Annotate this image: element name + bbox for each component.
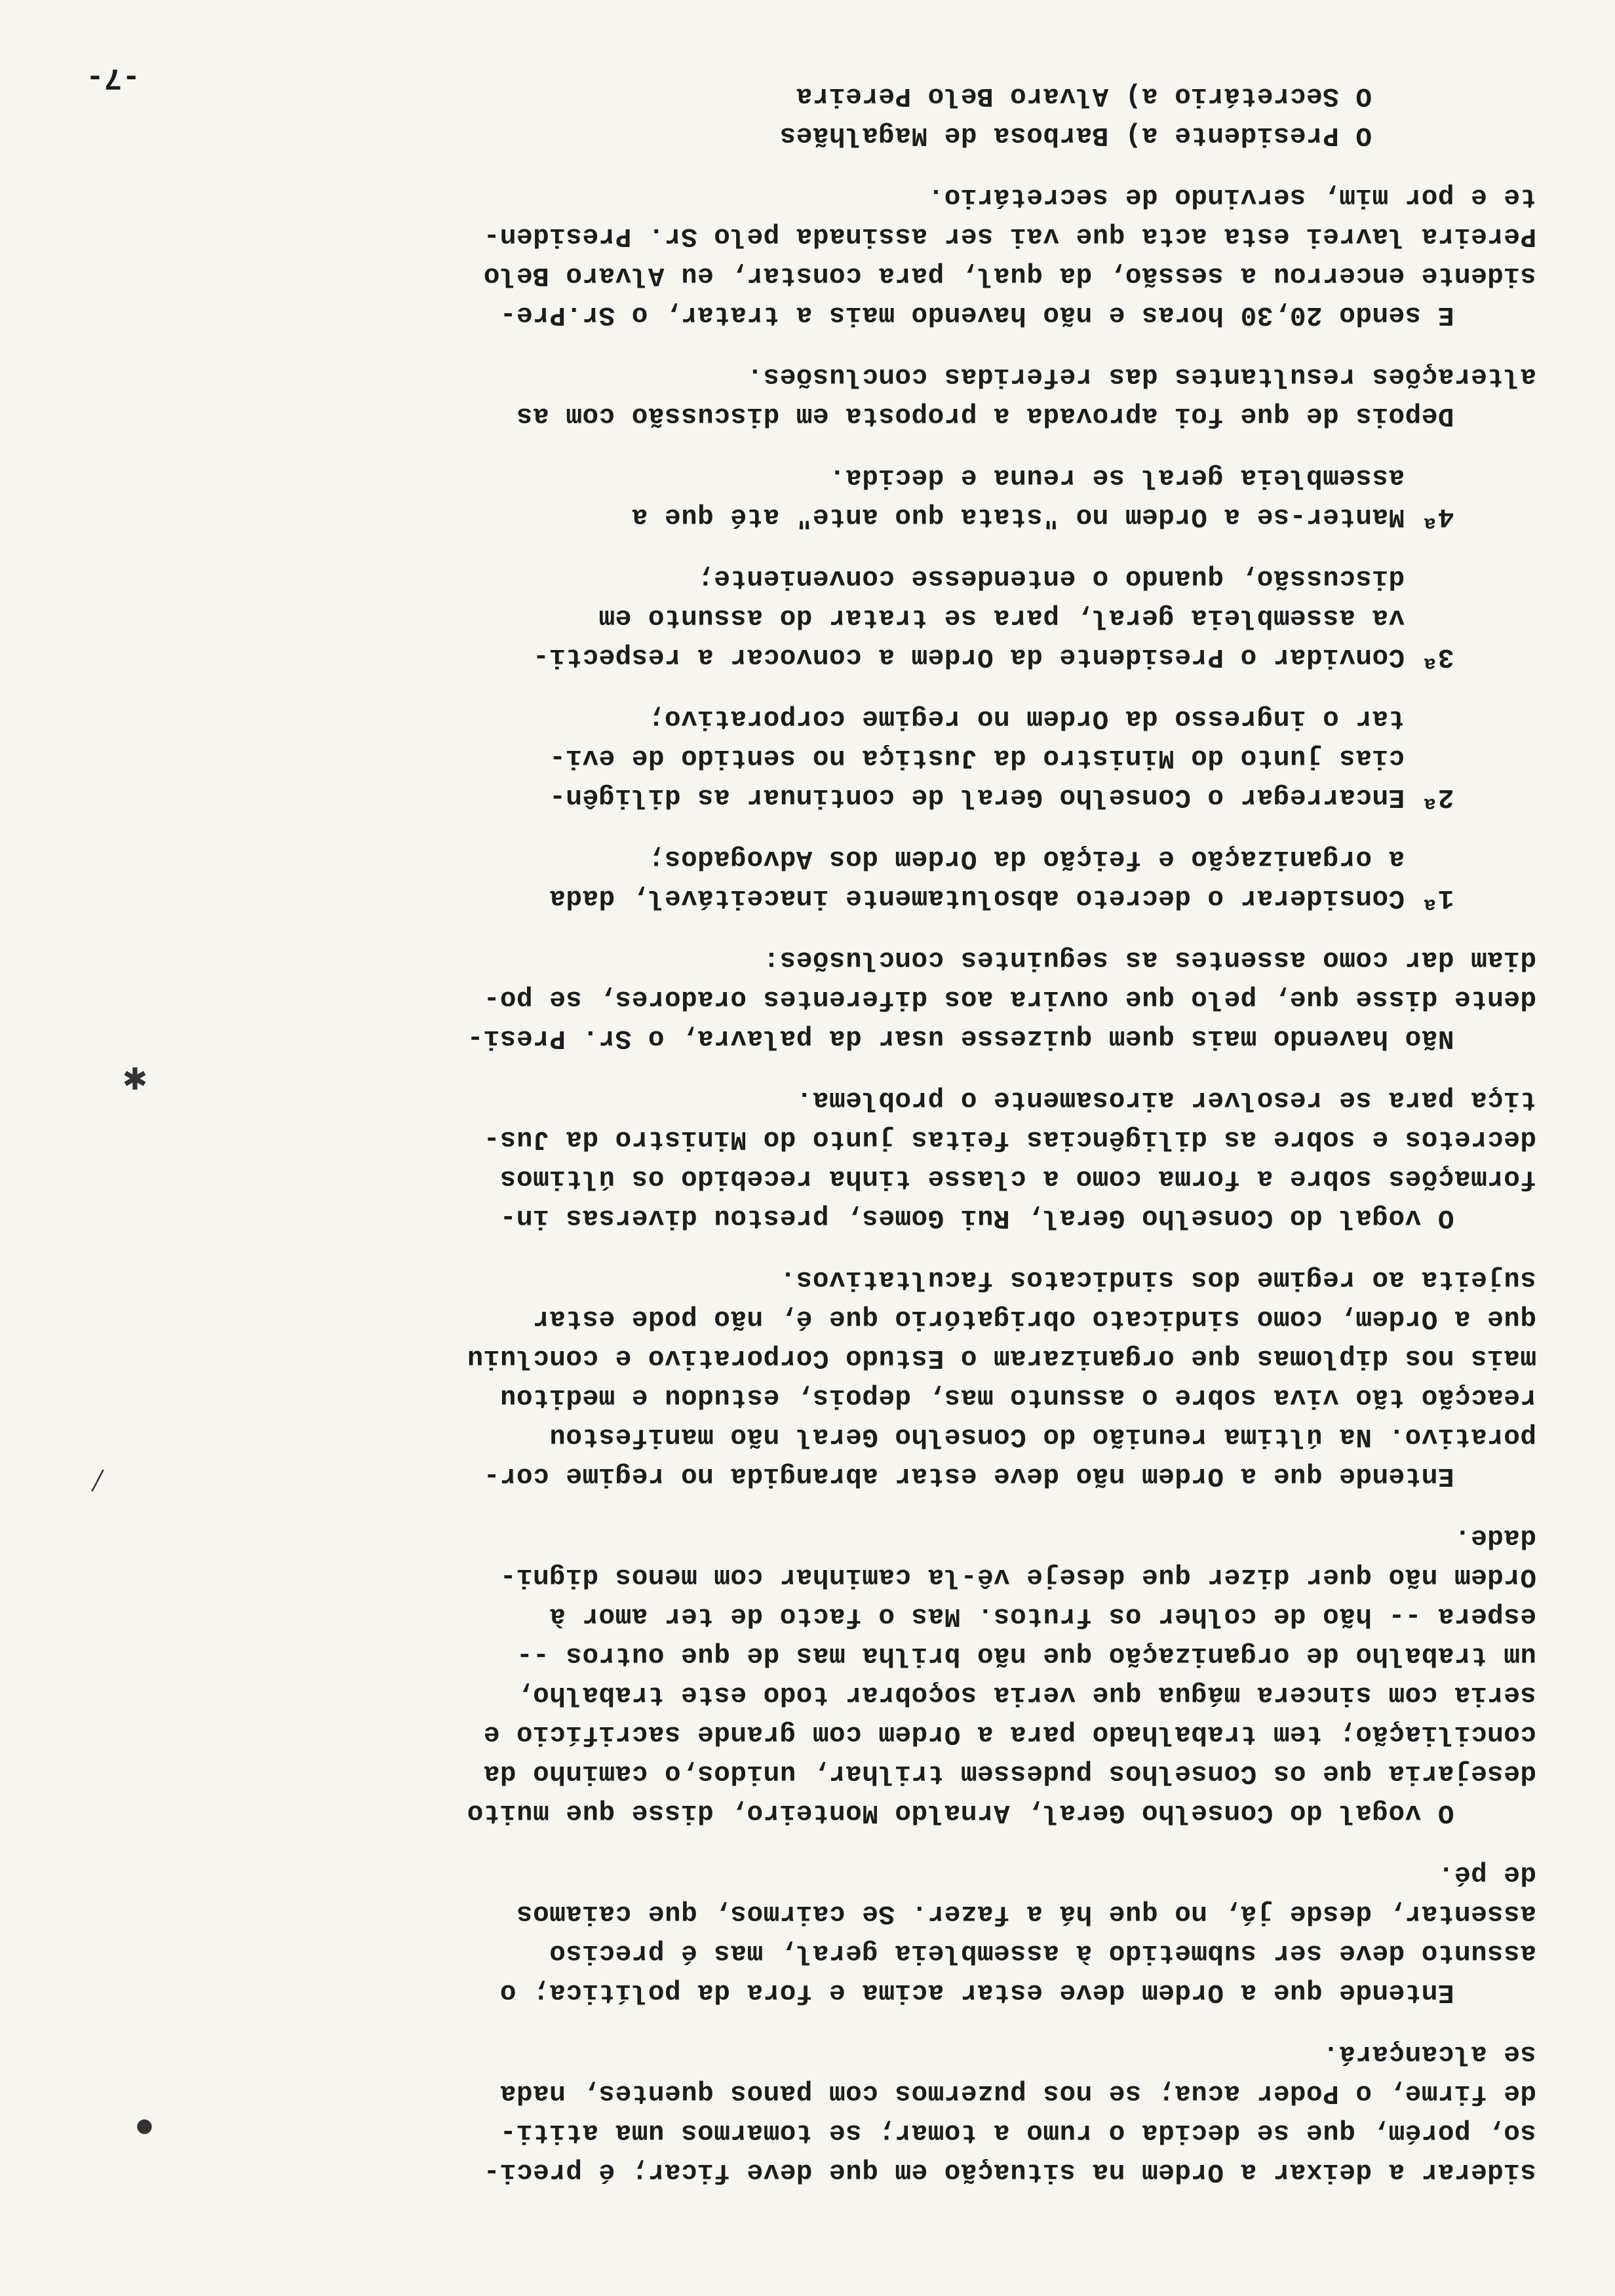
text-line: assembleia geral se reuna e decida. [828, 462, 1536, 492]
text-line: diam dar como assentes as seguintes conclusões: [763, 944, 1536, 974]
text-line: dente disse que, pelo que ouvira aos diferentes oradores, se po- [483, 984, 1536, 1014]
text-line: porativo. Na última reunião do Conselho Geral não manifestou [549, 1421, 1536, 1451]
text-line: de pé. [1437, 1859, 1536, 1889]
text-line: Não havendo mais quem quizesse usar da palavra, o Sr. Presi- [467, 1023, 1536, 1053]
text-line: va assembleia geral, para se tratar do assunto em [598, 602, 1536, 632]
page-number: -7- [86, 60, 140, 94]
text-line: tar o ingresso da Ordem no regime corporativo; [648, 703, 1536, 733]
text-line: O Presidente a) Barbosa de Magalhães [779, 120, 1536, 150]
text-line: Ordem não quer dizer que deseje vê-la caminhar com menos digni- [499, 1561, 1536, 1592]
text-line: siderar a deixar a Ordem na situação em que deve ficar; é preci- [483, 2156, 1536, 2187]
text-line: se alcançará. [1322, 2038, 1536, 2069]
text-line: discussão, quando o entendesse conveniente; [697, 563, 1536, 593]
text-line: sujeita ao regime dos sindicatos facultativos. [779, 1264, 1536, 1294]
ink-mark: ⁄ [87, 1459, 107, 1497]
ink-mark: ● [134, 2107, 155, 2145]
text-line: assentar, desde já, no que há a fazer. Se cairmos, que caiamos [516, 1898, 1536, 1928]
text-line: O vogal do Conselho Geral, Rui Gomes, prestou diversas in- [499, 1202, 1536, 1233]
text-line: E sendo 20,30 horas e não havendo mais a tratar, o Sr.Pre- [499, 299, 1536, 330]
text-line: mais nos diplomas que organizaram o Estudo Corporativo e concluiu [467, 1343, 1536, 1373]
text-line: formações sobre a forma como a classe tinha recebido os últimos [499, 1163, 1536, 1193]
text-line: 3ª Convidar o Presidente da Ordem a convocar a respecti- [532, 641, 1536, 672]
text-line: 1ª Considerar o decreto absolutamente inaceitável, dada [549, 883, 1536, 913]
text-line: Pereira lavrei esta acta que vai ser assinada pelo Sr. Presiden- [483, 221, 1536, 251]
text-line: Entende que a Ordem deve estar acima e fora da política; o [499, 1977, 1536, 2007]
text-line: sidente encerrou a sessão, da qual, para constar, eu Alvaro Belo [483, 260, 1536, 290]
text-line: alterações resultantes das referidas conclusões. [747, 361, 1536, 391]
text-line: seria com sincera mágua que veria soçobrar todo este trabalho, [516, 1679, 1536, 1710]
ink-mark: ✱ [123, 1055, 147, 1100]
text-line: Entende que a Ordem não deve estar abrangida no regime cor- [483, 1461, 1536, 1491]
text-line: reacção tão viva sobre o assunto mas, depois, estudou e meditou [499, 1382, 1536, 1412]
text-line: Depois de que foi aprovada a proposta em discussão com as [516, 400, 1536, 430]
text-line: um trabalho de organização que não brilha mas de que outros -- [516, 1640, 1536, 1670]
text-line: assunto deve ser submetido à assembleia geral, mas é preciso [549, 1938, 1536, 1968]
text-line: tiça para se resolver airosamente o problema. [796, 1084, 1536, 1115]
text-line: desejaria que os Conselhos pudessem trilhar, unidos,o caminho da [483, 1758, 1536, 1788]
text-line: de firme, o Poder acua; se nos puzermos com panos quentes, nada [499, 2078, 1536, 2108]
text-line: so, porém, que se decida o rumo a tomar; se tomarmos uma atiti- [499, 2117, 1536, 2147]
text-line: O vogal do Conselho Geral, Arnaldo Monteiro, disse que muito [467, 1797, 1536, 1827]
text-line: dade. [1454, 1522, 1536, 1552]
text-line: decretos e sobre as diligências feitas junto do Ministro da Jus- [483, 1124, 1536, 1154]
text-line: conciliação; tem trabalhado para a Ordem com grande sacrifício e [483, 1719, 1536, 1749]
text-line: 2ª Encarregar o Conselho Geral de continuar as diligên- [549, 782, 1536, 812]
text-line: que a Ordem, como sindicato obrigatório que é, não pode estar [532, 1303, 1536, 1333]
text-line: O Secretário a) Alvaro Belo Pereira [796, 81, 1536, 111]
text-line: espera -- hão de colher os frutos. Mas o facto de ter amor à [549, 1601, 1536, 1631]
text-line: te e por mim, servindo de secretário. [927, 182, 1536, 212]
text-line: a organização e feição da Ordem dos Advogados; [648, 843, 1536, 873]
text-line: cias junto do Ministro da Justiça no sentido de evi- [549, 742, 1536, 773]
text-line: 4ª Manter-se a Ordem no "stata quo ante" até que a [631, 501, 1536, 531]
